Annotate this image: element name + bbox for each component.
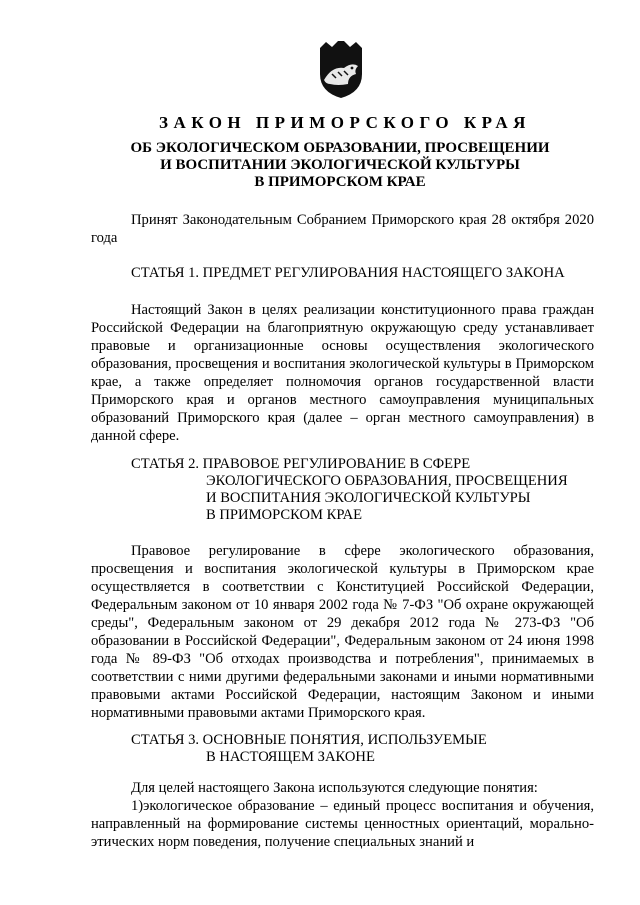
article-3-item-1: 1)экологическое образование – единый процесс воспитания и обучения, направленный на формирование системы ценностных ориентаций, морально-этических норм поведения, получение специальных знаний и	[91, 798, 594, 850]
heading-line: СТАТЬЯ 2. ПРАВОВОЕ РЕГУЛИРОВАНИЕ В СФЕРЕ	[131, 456, 471, 472]
law-subtitle	[90, 140, 590, 191]
adoption-note: Принят Законодательным Собранием Приморского края 28 октября 2020 года	[91, 212, 594, 246]
article-2-text: Правовое регулирование в сфере экологического образования, просвещения и воспитания экологической культуры в Приморском крае осуществляется в соответствии с Конституцией Российской Федерации, Федеральным законом от 10 января 2002 года № 7-ФЗ "Об охране окружающей среды", Федеральным законом от 29 декабря 2012 года № 273-ФЗ "Об образовании в Российской Федерации", Федеральным законом от 24 июня 1998 года № 89-ФЗ "Об отходах производства и потребления", принимаемых в соответствии с ними другими федеральными законами и иными нормативными правовыми актами Российской Федерации, настоящим Законом и иными нормативными правовыми актами Приморского края.	[91, 543, 594, 721]
primorsky-coat-of-arms-icon	[318, 40, 364, 100]
heading-line: И ВОСПИТАНИЯ ЭКОЛОГИЧЕСКОЙ КУЛЬТУРЫ	[206, 490, 531, 506]
article-1-heading: СТАТЬЯ 1. ПРЕДМЕТ РЕГУЛИРОВАНИЯ НАСТОЯЩЕГО ЗАКОНА	[131, 265, 565, 281]
subtitle-line: ОБ ЭКОЛОГИЧЕСКОМ ОБРАЗОВАНИИ, ПРОСВЕЩЕНИИ	[130, 140, 550, 156]
heading-line: СТАТЬЯ 3. ОСНОВНЫЕ ПОНЯТИЯ, ИСПОЛЬЗУЕМЫЕ	[131, 732, 487, 748]
heading-line: ЭКОЛОГИЧЕСКОГО ОБРАЗОВАНИЯ, ПРОСВЕЩЕНИЯ	[206, 473, 568, 489]
article-3-intro: Для целей настоящего Закона используются следующие понятия:	[131, 780, 538, 796]
heading-line: В НАСТОЯЩЕМ ЗАКОНЕ	[206, 749, 375, 765]
article-3-heading	[131, 732, 487, 766]
article-2-heading	[131, 456, 568, 524]
heading-line: В ПРИМОРСКОМ КРАЕ	[206, 507, 363, 523]
law-title: ЗАКОН ПРИМОРСКОГО КРАЯ	[159, 113, 531, 132]
subtitle-line: В ПРИМОРСКОМ КРАЕ	[254, 174, 426, 190]
subtitle-line: И ВОСПИТАНИИ ЭКОЛОГИЧЕСКОЙ КУЛЬТУРЫ	[160, 157, 520, 173]
article-1-text: Настоящий Закон в целях реализации конституционного права граждан Российской Федерации на благоприятную окружающую среду устанавливает правовые и организационные основы осуществления экологического образования, просвещения и воспитания экологической культуры в Приморском крае, а также определяет полномочия органов государственной власти Приморского края и органов местного самоуправления муниципальных образований Приморского края (далее – орган местного самоуправления) в данной сфере.	[91, 302, 594, 444]
